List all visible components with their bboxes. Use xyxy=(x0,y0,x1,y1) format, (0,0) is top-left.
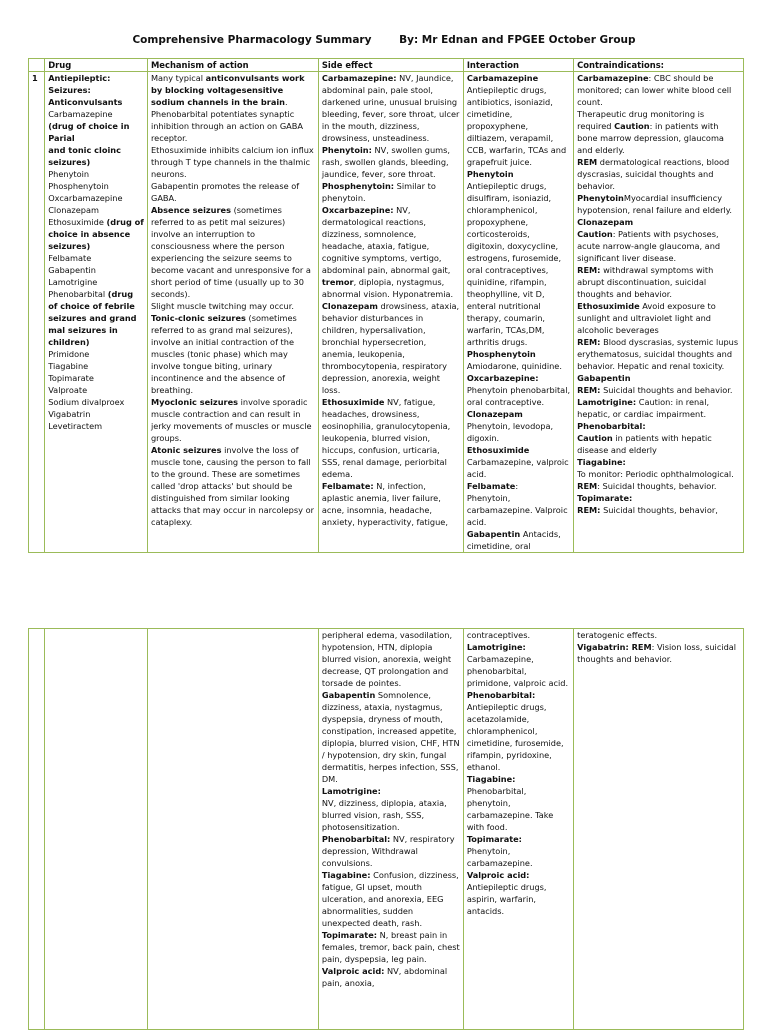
bold-text-segment: REM: xyxy=(577,337,601,347)
text-segment: : CBC should be monitored; can lower white blood cell count. Therapeutic drug monitoring is required xyxy=(577,73,732,131)
pharmacology-table-page-1 xyxy=(28,58,744,553)
bold-text-segment: (drug of choice of febrile seizures and grand mal seizures in children) xyxy=(48,289,140,347)
document-title xyxy=(0,34,768,46)
bold-text-segment: Myoclonic seizures xyxy=(150,397,238,407)
text-segment: (sometimes referred to as petit mal seizures) involve an interruption to consciousness where the person experiencing the seizure seems to become vacant and unresponsive for a short period of time (usually up to 30 seconds). Slight muscle twitching may occur. xyxy=(150,205,311,311)
bold-text-segment: (drug of choice in Parial and tonic cloinc seizures) xyxy=(48,121,130,167)
bold-text-segment: Phenobarbital: xyxy=(466,690,536,700)
bold-text-segment: Ethosuximide xyxy=(577,301,640,311)
bold-text-segment: Tiagabine: xyxy=(466,774,516,784)
mechanism-cell xyxy=(147,72,318,553)
bold-text-segment: Phenobarbital: xyxy=(321,834,391,844)
drug-cell-empty xyxy=(45,629,148,1030)
bold-text-segment: Ethosuximide xyxy=(466,445,530,455)
bold-text-segment: Tiagabine: xyxy=(577,457,626,467)
row-number-cell: 1 xyxy=(29,72,45,553)
bold-text-segment: Oxcarbazepine: xyxy=(321,205,394,215)
pharmacology-table-page-2 xyxy=(28,628,744,1030)
bold-text-segment: Clonazepam xyxy=(577,217,634,227)
text-segment: NV, respiratory depression, Withdrawal convulsions. xyxy=(321,834,455,868)
text-segment: Antiepileptic drugs, acetazolamide, chloramphenicol, cimetidine, furosemide, rifampin, pyridoxine, ethanol. xyxy=(466,702,564,772)
text-segment: Suicidal thoughts, behavior, xyxy=(600,505,718,515)
text-segment: Avoid exposure to sunlight and ultraviolet light and alcoholic beverages xyxy=(577,301,716,335)
bold-text-segment: Phenytoin xyxy=(466,169,514,179)
text-segment: Felbamate Gabapentin Lamotrigine Phenobarbital xyxy=(48,253,106,299)
text-segment: Antiepileptic drugs, aspirin, warfarin, antacids. xyxy=(466,882,547,916)
text-segment: N, breast pain in females, tremor, back pain, chest pain, dyspepsia, leg pain. xyxy=(321,930,460,964)
bold-text-segment: REM xyxy=(577,481,598,491)
bold-text-segment: Phosphenytoin: xyxy=(321,181,395,191)
bold-text-segment: Gabapentin REM: xyxy=(577,373,631,395)
bold-text-segment: Absence seizures xyxy=(150,205,231,215)
bold-text-segment: Phenobarbital: Caution xyxy=(577,421,646,443)
bold-text-segment: Topimarate: xyxy=(466,834,522,844)
bold-text-segment: Vigabatrin: REM xyxy=(577,642,652,652)
text-segment: Blood dyscrasias, systemic lupus erythematosus, suicidal thoughts and behavior. Hepatic and renal toxicity. xyxy=(577,337,739,371)
text-segment: , diplopia, nystagmus, abnormal vision. Hyponatremia. xyxy=(321,277,454,299)
text-segment: NV, dizziness, diplopia, ataxia, blurred vision, rash, SSS, photosensitization. xyxy=(321,798,447,832)
bold-text-segment: Carbamazepine xyxy=(466,73,539,83)
text-segment: Antiepileptic drugs, antibiotics, isoniazid, cimetidine, propoxyphene, diltiazem, verapamil, CCB, warfarin, TCAs and grapefruit juice. xyxy=(466,85,567,167)
text-segment: teratogenic effects. xyxy=(577,630,658,640)
bold-text-segment: Tiagabine: xyxy=(321,870,371,880)
side-effect-cell xyxy=(318,72,463,553)
bold-text-segment: Clonazepam xyxy=(466,409,523,419)
bold-text-segment: Topimarate: xyxy=(321,930,378,940)
bold-text-segment: Topimarate: REM: xyxy=(577,493,633,515)
text-segment: in patients with hepatic disease and elderly xyxy=(577,433,712,455)
header-contraindications: Contraindications: xyxy=(574,59,744,72)
bold-text-segment: REM: xyxy=(577,265,601,275)
text-segment: : in patients with bone marrow depression, glaucoma and elderly. xyxy=(577,121,724,155)
bold-text-segment: Caution xyxy=(577,229,613,239)
bold-text-segment: Phenytoin: xyxy=(321,145,372,155)
text-segment: : Patients with psychoses, acute narrow-angle glaucoma, and significant liver disease. xyxy=(577,229,721,263)
text-segment: contraceptives. xyxy=(466,630,531,640)
text-segment: Similar to phenytoin. xyxy=(321,181,436,203)
bold-text-segment: Phenytoin xyxy=(577,193,624,203)
text-segment: Many typical xyxy=(150,73,206,83)
interaction-cell xyxy=(463,629,573,1030)
bold-text-segment: Atonic seizures xyxy=(150,445,222,455)
text-segment: dermatological reactions, blood dyscrasias, suicidal thoughts and behavior. xyxy=(577,157,730,191)
text-segment: NV, abdominal pain, anoxia, xyxy=(321,966,450,988)
bold-text-segment: (drug of choice in absence seizures) xyxy=(48,217,147,251)
text-segment: Amiodarone, quinidine. xyxy=(466,361,562,371)
text-segment: Somnolence, dizziness, ataxia, nystagmus, dyspepsia, dryness of mouth, constipation, increased appetite, diplopia, blurred vision, CHF, HTN / hypotension, dry skin, fungal dermatitis, herpes infection, SSS, DM. xyxy=(321,690,460,784)
bold-text-segment: Gabapentin xyxy=(466,529,521,539)
bold-text-segment: Carbamazepine: xyxy=(321,73,397,83)
text-segment: Carbamazepine, phenobarbital, primidone, valproic acid. xyxy=(466,654,569,688)
text-segment: Caution: in renal, hepatic, or cardiac impairment. xyxy=(577,397,710,419)
header-side-effect: Side effect xyxy=(318,59,463,72)
text-segment: NV, Jaundice, abdominal pain, pale stool, darkened urine, unusual bruising bleeding, fever, sore throat, ulcer in the mouth, dizziness, drowsiness, unsteadiness. xyxy=(321,73,460,143)
text-segment: Phenytoin, levodopa, digoxin. xyxy=(466,421,554,443)
text-segment: To monitor: Periodic ophthalmological. xyxy=(577,469,734,479)
text-segment: Phenytoin phenobarbital, oral contraceptive. xyxy=(466,385,571,407)
bold-text-segment: Lamotrigine: xyxy=(577,397,637,407)
text-segment: peripheral edema, vasodilation, hypotension, HTN, diplopia blurred vision, anorexia, weight decrease, QT prolongation and torsade de pointes. xyxy=(321,630,453,688)
side-effect-cell xyxy=(318,629,463,1030)
bold-text-segment: Felbamate: xyxy=(321,481,374,491)
title-text: Comprehensive Pharmacology Summary xyxy=(132,34,372,46)
text-segment: Carbamazepine, valproic acid. xyxy=(466,457,569,479)
text-segment: withdrawal symptoms with abrupt discontinuation, suicidal thoughts and behavior. xyxy=(577,265,714,299)
text-segment: : Phenytoin, carbamazepine. Valproic acid. xyxy=(466,481,568,527)
bold-text-segment: Antiepileptic: Seizures: Anticonvulsants xyxy=(48,73,123,107)
contraindications-cell xyxy=(574,629,744,1030)
text-segment: : Suicidal thoughts, behavior. xyxy=(597,481,717,491)
text-segment: : Vision loss, suicidal thoughts and behavior. xyxy=(577,642,739,664)
text-segment: Antacids, cimetidine, oral xyxy=(466,529,564,551)
bold-text-segment: Ethosuximide xyxy=(321,397,385,407)
text-segment: NV, fatigue, headaches, drowsiness, eosinophilia, granulocytopenia, leukopenia, blurred vision, hiccups, confusion, urticaria, SSS, renal damage, periorbital edema. xyxy=(321,397,451,479)
bold-text-segment: Lamotrigine: xyxy=(321,786,381,796)
bold-text-segment: Oxcarbazepine: xyxy=(466,373,539,383)
bold-text-segment: anticonvulsants work by blocking voltagesensitive sodium channels in the brain xyxy=(150,73,308,107)
bold-text-segment: tremor xyxy=(321,277,354,287)
text-segment: involve sporadic muscle contraction and can result in jerky movements of muscles or muscle groups. xyxy=(150,397,312,443)
text-segment: Antiepileptic drugs, disulfiram, isoniazid, chloramphenicol, propoxyphene, corticosteroids, digitoxin, doxycycline, estrogens, furosemide, oral contraceptives, quinidine, rifampin, theophylline, vit D, enteral nutritional therapy, coumarin, warfarin, TCAs,DM, arthritis drugs. xyxy=(466,181,562,347)
bold-text-segment: Caution xyxy=(614,121,650,131)
text-segment: NV, dermatological reactions, dizziness, somnolence, headache, ataxia, fatigue, cognitive symptoms, vertigo, abdominal pain, abnormal gait, xyxy=(321,205,453,275)
table-header-row xyxy=(29,59,744,72)
authors-text: By: Mr Ednan and FPGEE October Group xyxy=(399,34,636,46)
text-segment: involve the loss of muscle tone, causing the person to fall to the ground. These are sometimes called 'drop attacks' but should be distinguished from similar looking attacks that may occur in narcolepsy or cataplexy. xyxy=(150,445,317,527)
bold-text-segment: Valproic acid: xyxy=(321,966,385,976)
text-segment: Carbamazepine xyxy=(48,109,113,119)
bold-text-segment: Carbamazepine xyxy=(577,73,649,83)
bold-text-segment: Gabapentin xyxy=(321,690,376,700)
text-segment: N, infection, aplastic anemia, liver failure, acne, insomnia, headache, anxiety, hyperactivity, fatigue, xyxy=(321,481,448,527)
text-segment: Myocardial insufficiency hypotension, renal failure and elderly. xyxy=(577,193,733,215)
table-row xyxy=(29,72,744,553)
text-segment: NV, swollen gums, rash, swollen glands, bleeding, jaundice, fever, sore throat. xyxy=(321,145,450,179)
text-segment: Phenytoin Phosphenytoin Oxcarbamazepine Clonazepam Ethosuximide xyxy=(48,169,123,227)
contraindications-cell xyxy=(574,72,744,553)
bold-text-segment: Clonazepam xyxy=(321,301,378,311)
header-number xyxy=(29,59,45,72)
header-drug: Drug xyxy=(45,59,148,72)
bold-text-segment: Valproic acid: xyxy=(466,870,530,880)
interaction-cell xyxy=(463,72,573,553)
text-segment: . Phenobarbital potentiates synaptic inhibition through an action on GABA receptor. Ethosuximide inhibits calcium ion influx through T type channels in the thalmic neurons. Gabapentin promotes the release of GABA. xyxy=(150,97,314,203)
text-segment: Phenobarbital, phenytoin, carbamazepine. Take with food. xyxy=(466,786,554,832)
text-segment: Confusion, dizziness, fatigue, GI upset, mouth ulceration, and anorexia, EEG abnormalities, sudden unexpected death, rash. xyxy=(321,870,459,928)
bold-text-segment: REM xyxy=(577,157,598,167)
text-segment: Primidone Tiagabine Topimarate Valproate Sodium divalproex Vigabatrin Levetiractem xyxy=(48,349,125,431)
table-row xyxy=(29,629,744,1030)
text-segment: Phenytoin, carbamazepine. xyxy=(466,846,533,868)
row-number-cell-empty xyxy=(29,629,45,1030)
header-mechanism: Mechanism of action xyxy=(147,59,318,72)
bold-text-segment: Felbamate xyxy=(466,481,516,491)
drug-cell xyxy=(45,72,148,553)
bold-text-segment: Tonic-clonic seizures xyxy=(150,313,246,323)
text-segment: (sometimes referred to as grand mal seizures), involve an initial contraction of the muscles (tonic phase) which may involve tongue biting, urinary incontinence and the absence of breathing. xyxy=(150,313,297,395)
mechanism-cell-empty xyxy=(147,629,318,1030)
text-segment: drowsiness, ataxia, behavior disturbances in children, hypersalivation, bronchial hypersecretion, anemia, leukopenia, thrombocytopenia, respiratory depression, anorexia, weight loss. xyxy=(321,301,460,395)
text-segment: Suicidal thoughts and behavior. xyxy=(603,385,733,395)
bold-text-segment: Phosphenytoin xyxy=(466,349,536,359)
bold-text-segment: Lamotrigine: xyxy=(466,642,526,652)
header-interaction: Interaction xyxy=(463,59,573,72)
